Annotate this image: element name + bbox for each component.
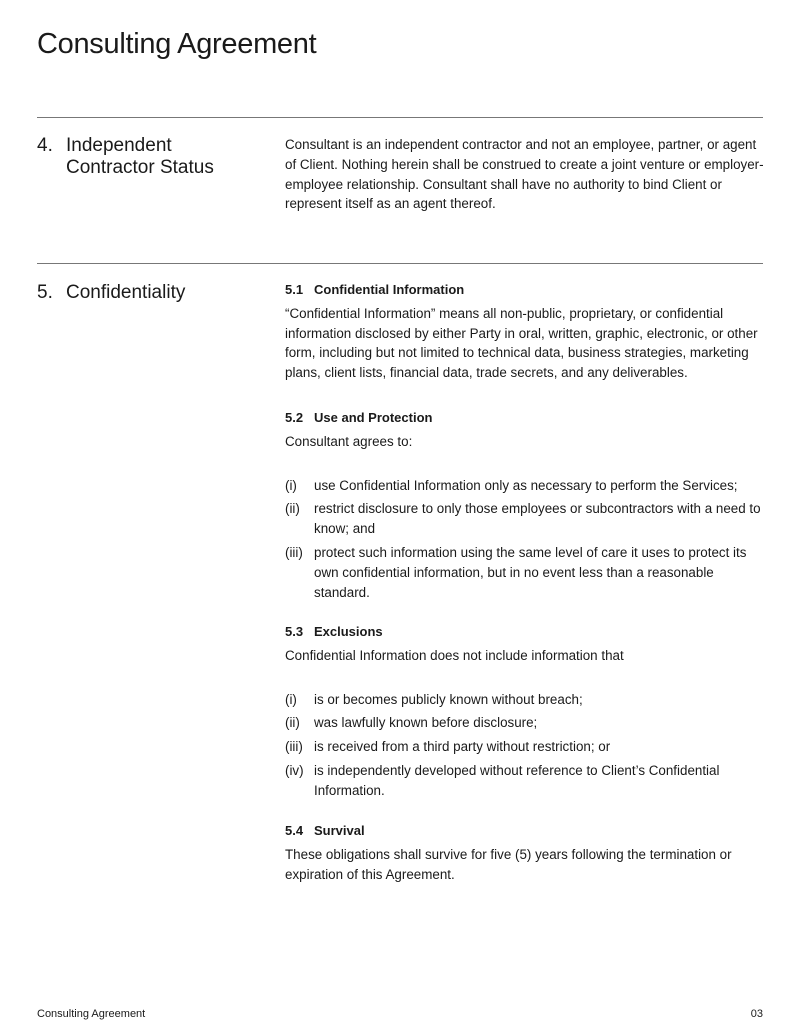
subsection-heading: 5.1 Confidential Information — [285, 282, 465, 297]
section-number: 4. — [37, 135, 53, 156]
list-item: (i) use Confidential Information only as necessary to perform the Services; — [285, 477, 738, 493]
subsection-text: Confidential Information does not include information that — [285, 647, 624, 663]
page-title: Consulting Agreement — [37, 28, 317, 60]
subsection-text: These obligations shall survive for five (5) years following the termination or expiration of this Agreement. — [285, 846, 732, 882]
subsection-heading: 5.3 Exclusions — [285, 624, 383, 639]
list-item: (iii) protect such information using the same level of care it uses to protect its own confidential information, but in no event less than a reasonable standard. — [285, 544, 747, 600]
subsection-text: “Confidential Information” means all non-public, proprietary, or confidential information disclosed by either Party in oral, written, graphic, electronic, or other form, including but not limited to technical data, business strategies, marketing plans, client lists, financial data, trade secrets, and any deliverables. — [285, 305, 758, 381]
list-item: (iii) is received from a third party without restriction; or — [285, 739, 611, 755]
subsection-heading: 5.4 Survival — [285, 823, 365, 838]
divider — [37, 263, 763, 264]
list-item: (i) is or becomes publicly known without breach; — [285, 691, 583, 707]
section-title: Confidentiality — [66, 282, 186, 303]
subsection-5-1 — [285, 280, 767, 383]
list-item: (iv) is independently developed without reference to Client’s Confidential Information. — [285, 762, 720, 798]
list-item: (ii) was lawfully known before disclosure; — [285, 715, 538, 731]
subsection-heading: 5.2 Use and Protection — [285, 410, 433, 425]
page-number: 03 — [750, 1008, 763, 1020]
divider — [37, 117, 763, 118]
section-5-heading — [37, 282, 185, 304]
section-title: Independent Contractor Status — [66, 135, 214, 178]
footer-title: Consulting Agreement — [37, 1008, 146, 1020]
section-4-body: Consultant is an independent contractor and not an employee, partner, or agent of Client. Nothing herein shall be construed to create a joint venture or employer-employee relationship. Consultant shall have no authority to bind Client or represent itself as an agent thereof. — [285, 137, 764, 212]
subsection-text: Consultant agrees to: — [285, 433, 413, 449]
subsection-5-4 — [285, 821, 767, 884]
list-item: (ii) restrict disclosure to only those employees or subcontractors with a need to know; and — [285, 501, 761, 537]
subsection-5-3 — [285, 622, 767, 801]
section-number: 5. — [37, 282, 53, 303]
section-4-heading — [37, 135, 226, 179]
subsection-5-2 — [285, 408, 767, 602]
